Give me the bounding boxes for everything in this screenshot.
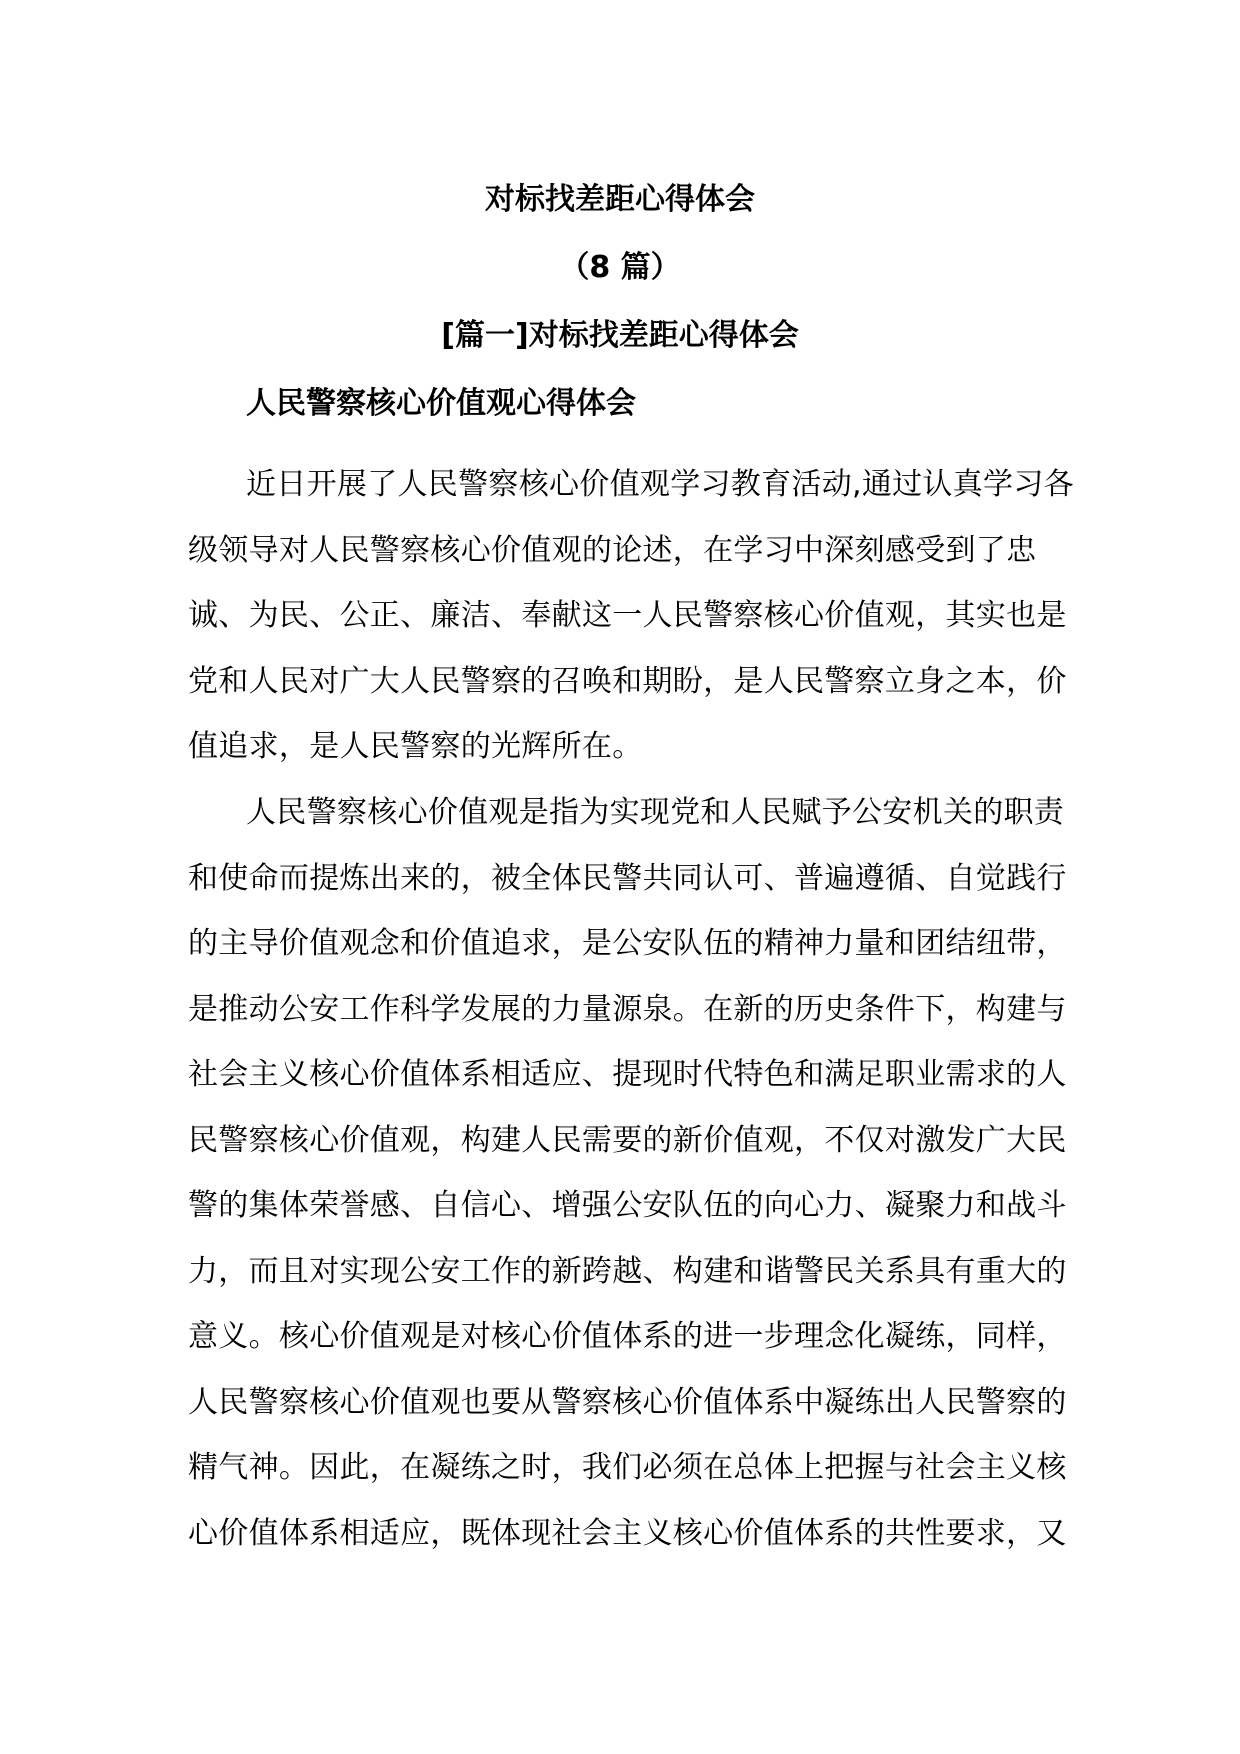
paragraph-line: 力，而且对实现公安工作的新跨越、构建和谐警民关系具有重大的	[188, 1253, 1067, 1289]
subheading: 人民警察核心价值观心得体会	[246, 386, 636, 421]
section-title: [篇一]对标找差距心得体会	[441, 318, 799, 353]
paragraph-line: 人民警察核心价值观也要从警察核心价值体系中凝练出人民警察的	[188, 1384, 1067, 1420]
paragraph-line: 警的集体荣誉感、自信心、增强公安队伍的向心力、凝聚力和战斗	[188, 1188, 1067, 1223]
paragraph-line: 值追求，是人民警察的光辉所在。	[188, 729, 643, 764]
paragraph-line: 精气神。因此，在凝练之时，我们必须在总体上把握与社会主义核	[188, 1450, 1067, 1485]
paragraph-1	[188, 452, 1074, 780]
paragraph-2	[188, 780, 1067, 1566]
paragraph-line: 是推动公安工作科学发展的力量源泉。在新的历史条件下，构建与	[188, 991, 1067, 1027]
paragraph-line: 和使命而提炼出来的，被全体民警共同认可、普遍遵循、自觉践行	[188, 860, 1067, 896]
document-count: （8 篇）	[559, 250, 681, 285]
paragraph-line: 的主导价值观念和价值追求，是公安队伍的精神力量和团结纽带，	[188, 926, 1067, 961]
paragraph-line: 近日开展了人民警察核心价值观学习教育活动,通过认真学习各	[246, 467, 1074, 502]
paragraph-line: 诚、为民、公正、廉洁、奉献这一人民警察核心价值观，其实也是	[188, 598, 1067, 633]
paragraph-line: 民警察核心价值观，构建人民需要的新价值观，不仅对激发广大民	[188, 1122, 1067, 1158]
paragraph-line: 级领导对人民警察核心价值观的论述，在学习中深刻感受到了忠	[188, 532, 1037, 568]
paragraph-line: 意义。核心价值观是对核心价值体系的进一步理念化凝练，同样，	[188, 1319, 1067, 1354]
paragraph-line: 党和人民对广大人民警察的召唤和期盼，是人民警察立身之本，价	[188, 663, 1067, 699]
paragraph-line: 人民警察核心价值观是指为实现党和人民赋予公安机关的职责	[246, 795, 1065, 830]
paragraph-line: 社会主义核心价值体系相适应、提现时代特色和满足职业需求的人	[188, 1057, 1067, 1092]
document-title: 对标找差距心得体会	[485, 182, 755, 217]
paragraph-line: 心价值体系相适应，既体现社会主义核心价值体系的共性要求，又	[188, 1515, 1067, 1551]
